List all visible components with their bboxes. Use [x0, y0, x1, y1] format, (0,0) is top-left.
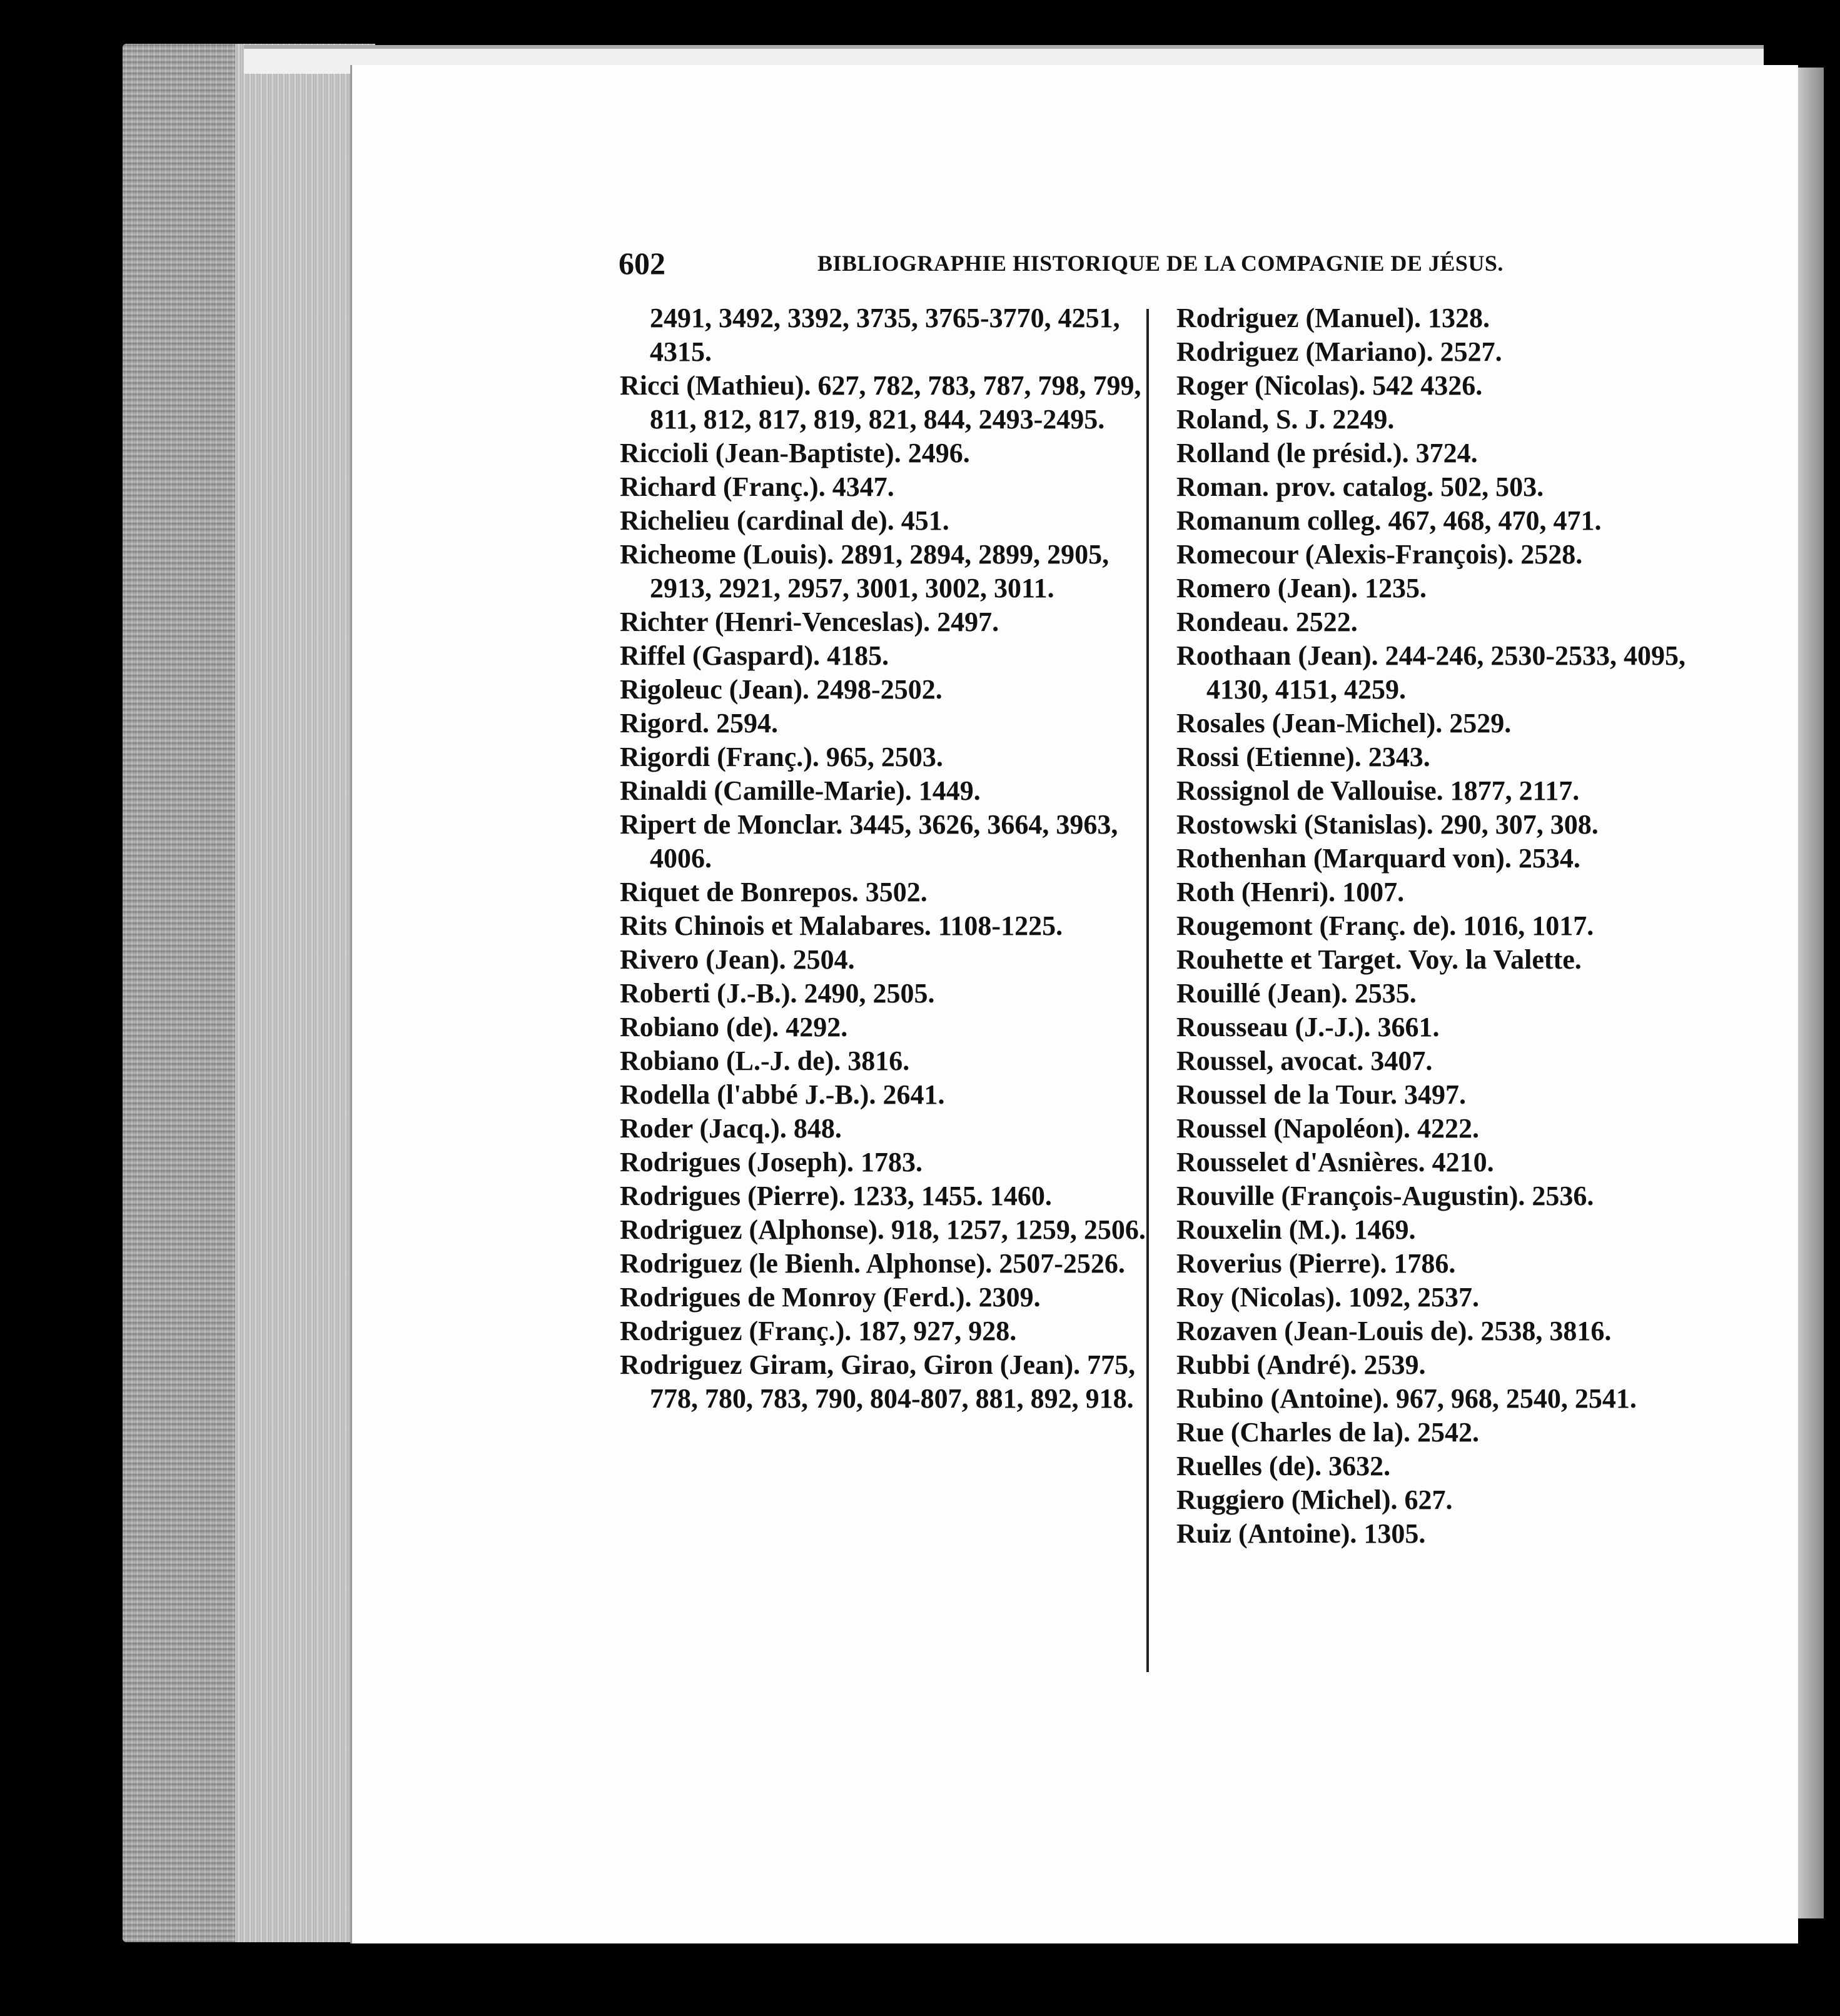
index-entry: Rodriguez (Manuel). 1328.: [1176, 303, 1490, 333]
book-page: [350, 65, 1798, 1943]
index-entry: Rubbi (André). 2539.: [1176, 1349, 1426, 1380]
page-number: 602: [619, 246, 665, 281]
index-entry: Rossignol de Vallouise. 1877, 2117.: [1176, 775, 1580, 806]
index-entry: Rodriguez (Alphonse). 918, 1257, 1259, 2506.: [620, 1214, 1146, 1245]
index-entry: Roussel (Napoléon). 4222.: [1176, 1113, 1480, 1144]
index-entry: Richelieu (cardinal de). 451.: [620, 505, 949, 536]
index-entry: Rodrigues (Joseph). 1783.: [620, 1147, 923, 1177]
index-entry: Roussel de la Tour. 3497.: [1176, 1079, 1466, 1110]
index-entry: Rubino (Antoine). 967, 968, 2540, 2541.: [1176, 1383, 1637, 1414]
index-entry: Richter (Henri-Venceslas). 2497.: [620, 607, 999, 637]
index-entry: Rossi (Etienne). 2343.: [1176, 742, 1430, 772]
index-entry: Ripert de Monclar. 3445, 3626, 3664, 3963, 4006.: [620, 809, 1118, 874]
index-entry: Rousselet d'Asnières. 4210.: [1176, 1147, 1494, 1177]
index-entry: Rothenhan (Marquard von). 2534.: [1176, 843, 1580, 874]
index-entry: Roberti (J.-B.). 2490, 2505.: [620, 978, 935, 1009]
index-entry: Rodriguez (le Bienh. Alphonse). 2507-2526.: [620, 1248, 1125, 1279]
column-divider: [1146, 309, 1149, 1672]
index-entry: Roland, S. J. 2249.: [1176, 404, 1395, 435]
continuation-entry: 2491, 3492, 3392, 3735, 3765-3770, 4251, 4315.: [650, 303, 1120, 367]
index-entry: Riccioli (Jean-Baptiste). 2496.: [620, 438, 970, 468]
index-entry: Rits Chinois et Malabares. 1108-1225.: [620, 910, 1063, 941]
book-right-edge: [1795, 68, 1824, 1918]
index-entry: Robiano (de). 4292.: [620, 1012, 848, 1042]
index-entry: Rodriguez Giram, Girao, Giron (Jean). 775, 778, 780, 783, 790, 804-807, 881, 892, 918.: [620, 1349, 1136, 1414]
index-entry: Rigordi (Franç.). 965, 2503.: [620, 742, 943, 772]
page-title: BIBLIOGRAPHIE HISTORIQUE DE LA COMPAGNIE DE JÉSUS.: [817, 251, 1504, 276]
index-entry: Roman. prov. catalog. 502, 503.: [1176, 471, 1544, 502]
index-entry: Rouillé (Jean). 2535.: [1176, 978, 1417, 1009]
index-entry: Rouxelin (M.). 1469.: [1176, 1214, 1416, 1245]
index-entry: Rolland (le présid.). 3724.: [1176, 438, 1478, 468]
index-entry: Richeome (Louis). 2891, 2894, 2899, 2905, 2913, 2921, 2957, 3001, 3002, 3011.: [620, 539, 1110, 603]
index-entry: Rodriguez (Mariano). 2527.: [1176, 336, 1502, 367]
index-entry: Rivero (Jean). 2504.: [620, 944, 855, 975]
index-entry: Rigord. 2594.: [620, 708, 778, 738]
left-column: [620, 301, 1158, 1416]
index-entry: Riquet de Bonrepos. 3502.: [620, 877, 928, 907]
index-entry: Rue (Charles de la). 2542.: [1176, 1417, 1479, 1448]
index-entry: Rodriguez (Franç.). 187, 927, 928.: [620, 1316, 1017, 1346]
index-entry: Rozaven (Jean-Louis de). 2538, 3816.: [1176, 1316, 1612, 1346]
index-entry: Rodrigues (Pierre). 1233, 1455. 1460.: [620, 1181, 1052, 1211]
index-entry: Roverius (Pierre). 1786.: [1176, 1248, 1456, 1279]
index-entry: Romecour (Alexis-François). 2528.: [1176, 539, 1583, 570]
index-entry: Robiano (L.-J. de). 3816.: [620, 1046, 910, 1076]
index-entry: Roth (Henri). 1007.: [1176, 877, 1405, 907]
index-entry: Richard (Franç.). 4347.: [620, 471, 894, 502]
index-entry: Roy (Nicolas). 1092, 2537.: [1176, 1282, 1479, 1313]
index-entry: Ruiz (Antoine). 1305.: [1176, 1518, 1426, 1549]
index-entry: Rondeau. 2522.: [1176, 607, 1358, 637]
page-edge-shading: [123, 44, 235, 1942]
index-entry: Rouville (François-Augustin). 2536.: [1176, 1181, 1594, 1211]
right-column: [1176, 301, 1727, 1551]
index-entry: Rousseau (J.-J.). 3661.: [1176, 1012, 1440, 1042]
index-entry: Ruelles (de). 3632.: [1176, 1451, 1391, 1481]
index-entry: Rigoleuc (Jean). 2498-2502.: [620, 674, 943, 705]
index-entry: Rodella (l'abbé J.-B.). 2641.: [620, 1079, 945, 1110]
index-entry: Romero (Jean). 1235.: [1176, 573, 1427, 603]
index-entry: Rougemont (Franç. de). 1016, 1017.: [1176, 910, 1594, 941]
index-entry: Roussel, avocat. 3407.: [1176, 1046, 1433, 1076]
index-entry: Roger (Nicolas). 542 4326.: [1176, 370, 1483, 401]
running-head: [352, 245, 1798, 289]
index-entry: Ruggiero (Michel). 627.: [1176, 1484, 1453, 1515]
index-entry: Rouhette et Target. Voy. la Valette.: [1176, 944, 1582, 975]
index-entry: Romanum colleg. 467, 468, 470, 471.: [1176, 505, 1602, 536]
index-entry: Roothaan (Jean). 244-246, 2530-2533, 4095, 4130, 4151, 4259.: [1176, 640, 1686, 705]
index-entry: Rosales (Jean-Michel). 2529.: [1176, 708, 1512, 738]
index-entry: Riffel (Gaspard). 4185.: [620, 640, 889, 671]
index-entry: Ricci (Mathieu). 627, 782, 783, 787, 798, 799, 811, 812, 817, 819, 821, 844, 2493-2495.: [620, 370, 1141, 435]
index-entry: Rodrigues de Monroy (Ferd.). 2309.: [620, 1282, 1041, 1313]
index-entry: Roder (Jacq.). 848.: [620, 1113, 842, 1144]
book-page-edges: [123, 44, 375, 1942]
index-entry: Rostowski (Stanislas). 290, 307, 308.: [1176, 809, 1599, 840]
index-entry: Rinaldi (Camille-Marie). 1449.: [620, 775, 981, 806]
